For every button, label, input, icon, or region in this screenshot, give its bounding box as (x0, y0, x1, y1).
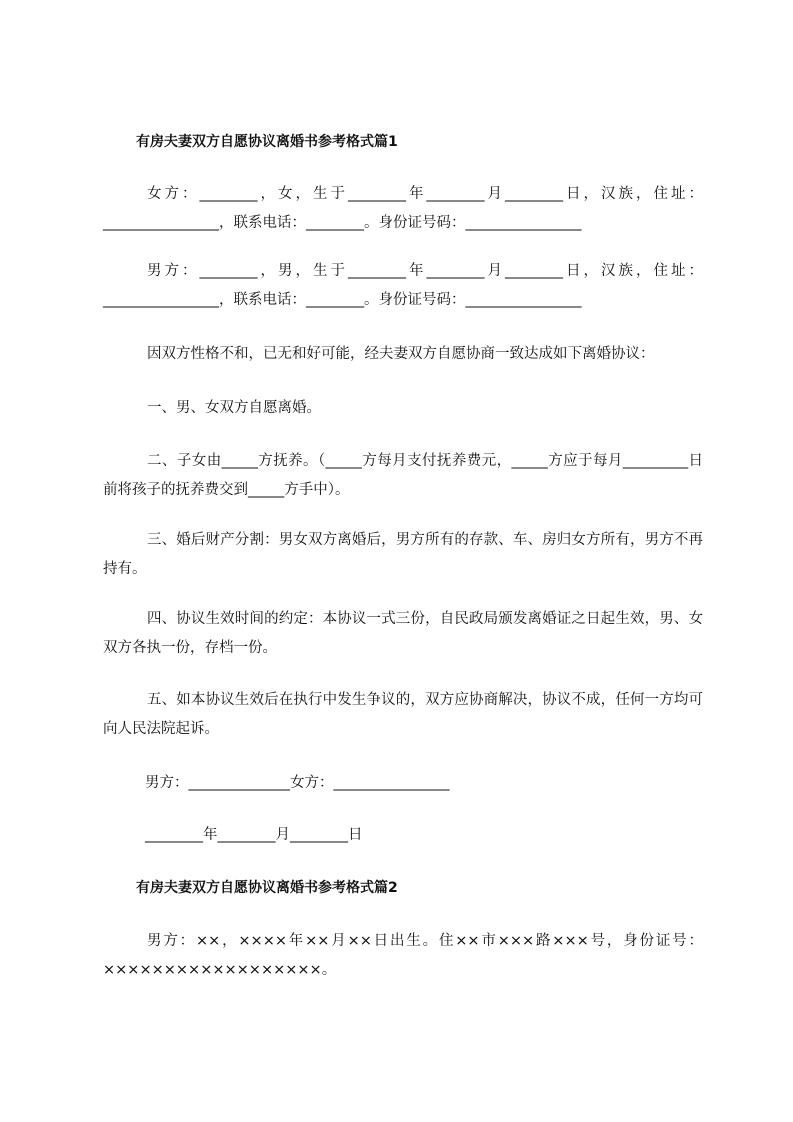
section-heading-1: 有房夫妻双方自愿协议离婚书参考格式篇1 (136, 134, 398, 150)
paragraph-wife-info: 女方：________，女，生于________年________月________日，汉族，住址：________________，联系电话：________。身份证号码：________________ (103, 186, 703, 231)
clause-2-child-custody: 二、子女由_____方抚养。（_____方每月支付抚养费元，_____方应于每月_________日前将孩子的抚养费交到_____方手中）。 (103, 453, 703, 498)
signature-line: 男方：______________女方：________________ (145, 775, 450, 791)
clause-3-property: 三、婚后财产分割：男女双方离婚后，男方所有的存款、车、房归女方所有，男方不再持有。 (103, 532, 703, 577)
clause-1: 一、男、女双方自愿离婚。 (147, 400, 321, 416)
date-line: ________年________月________日 (145, 827, 363, 843)
section-heading-2: 有房夫妻双方自愿协议离婚书参考格式篇2 (136, 880, 398, 896)
paragraph-husband-info: 男方：________，男，生于________年________月________日，汉族，住址：________________，联系电话：________。身份证号码：________________ (103, 263, 703, 308)
paragraph-husband-details: 男方：××，××××年××月××日出生。住××市×××路×××号，身份证号：××××××××××××××××××。 (103, 933, 703, 978)
paragraph-intro: 因双方性格不和，已无和好可能，经夫妻双方自愿协商一致达成如下离婚协议： (147, 346, 655, 362)
clause-4-effective-date: 四、协议生效时间的约定：本协议一式三份，自民政局颁发离婚证之日起生效，男、女双方各执一份，存档一份。 (103, 611, 703, 656)
clause-5-dispute: 五、如本协议生效后在执行中发生争议的，双方应协商解决，协议不成，任何一方均可向人民法院起诉。 (103, 692, 703, 737)
